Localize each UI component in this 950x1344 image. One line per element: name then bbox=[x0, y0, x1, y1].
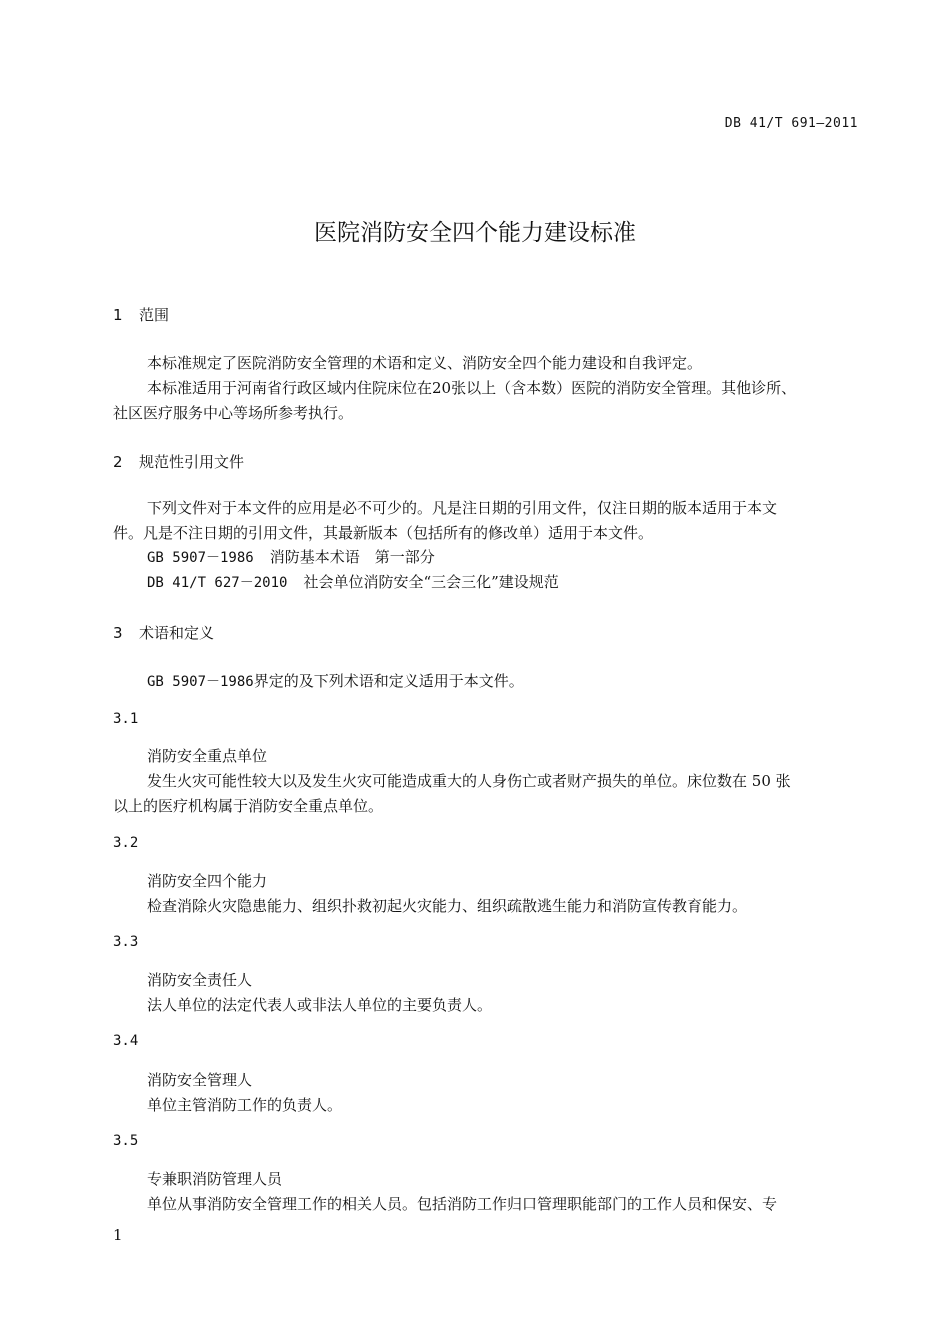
section-number: 1 bbox=[113, 306, 123, 324]
section-1-paragraph-2-cont: 社区医疗服务中心等场所参考执行。 bbox=[113, 404, 354, 422]
term-number: 3.3 bbox=[113, 934, 139, 950]
document-title: 医院消防安全四个能力建设标准 bbox=[314, 220, 636, 246]
section-2-paragraph-1-cont: 件。凡是不注日期的引用文件，其最新版本（包括所有的修改单）适用于本文件。 bbox=[113, 524, 654, 542]
reference-1 bbox=[147, 546, 435, 567]
reference-code: GB 5907－1986 bbox=[147, 674, 254, 690]
term-definition: 单位主管消防工作的负责人。 bbox=[147, 1096, 343, 1114]
section-3-intro bbox=[147, 670, 524, 691]
term-definition: 法人单位的法定代表人或非法人单位的主要负责人。 bbox=[147, 996, 493, 1014]
intro-text: 界定的及下列术语和定义适用于本文件。 bbox=[253, 672, 524, 690]
reference-code: GB 5907－1986 bbox=[147, 550, 254, 566]
term-definition: 单位从事消防安全管理工作的相关人员。包括消防工作归口管理职能部门的工作人员和保安、专 bbox=[147, 1195, 778, 1213]
term-name: 消防安全重点单位 bbox=[147, 747, 268, 765]
reference-title: 消防基本术语 第一部分 bbox=[269, 548, 435, 566]
document-code: DB 41/T 691—2011 bbox=[724, 116, 858, 131]
term-number: 3.2 bbox=[113, 835, 139, 851]
term-name: 消防安全责任人 bbox=[147, 971, 253, 989]
section-title: 范围 bbox=[139, 306, 170, 324]
term-number: 3.4 bbox=[113, 1033, 139, 1049]
number-run: 20 bbox=[432, 379, 452, 397]
term-definition: 发生火灾可能性较大以及发生火灾可能造成重大的人身伤亡或者财产损失的单位。床位数在 50 张 bbox=[147, 772, 791, 790]
term-definition-cont: 以上的医疗机构属于消防安全重点单位。 bbox=[113, 797, 384, 815]
section-1-paragraph-2 bbox=[147, 377, 796, 398]
term-number: 3.1 bbox=[113, 711, 139, 727]
reference-code: DB 41/T 627－2010 bbox=[147, 575, 288, 591]
term-number: 3.5 bbox=[113, 1133, 139, 1149]
section-2-heading bbox=[113, 451, 244, 472]
section-title: 规范性引用文件 bbox=[139, 453, 245, 471]
section-2-paragraph-1: 下列文件对于本文件的应用是必不可少的。凡是注日期的引用文件，仅注日期的版本适用于本文 bbox=[147, 499, 778, 517]
section-3-heading bbox=[113, 622, 214, 643]
section-number: 2 bbox=[113, 453, 123, 471]
text-run: 张以上（含本数）医院的消防安全管理。其他诊所、 bbox=[451, 379, 797, 397]
section-1-heading bbox=[113, 304, 169, 325]
section-number: 3 bbox=[113, 624, 123, 642]
section-1-paragraph-1: 本标准规定了医院消防安全管理的术语和定义、消防安全四个能力建设和自我评定。 bbox=[147, 354, 703, 372]
term-name: 专兼职消防管理人员 bbox=[147, 1170, 283, 1188]
page-number: 1 bbox=[113, 1226, 123, 1244]
section-title: 术语和定义 bbox=[139, 624, 215, 642]
text-run: 本标准适用于河南省行政区域内住院床位在 bbox=[147, 379, 433, 397]
reference-title: 社会单位消防安全“三会三化”建设规范 bbox=[303, 573, 559, 591]
reference-2 bbox=[147, 571, 559, 592]
term-name: 消防安全四个能力 bbox=[147, 872, 268, 890]
term-name: 消防安全管理人 bbox=[147, 1071, 253, 1089]
term-definition: 检查消除火灾隐患能力、组织扑救初起火灾能力、组织疏散逃生能力和消防宣传教育能力。 bbox=[147, 897, 748, 915]
